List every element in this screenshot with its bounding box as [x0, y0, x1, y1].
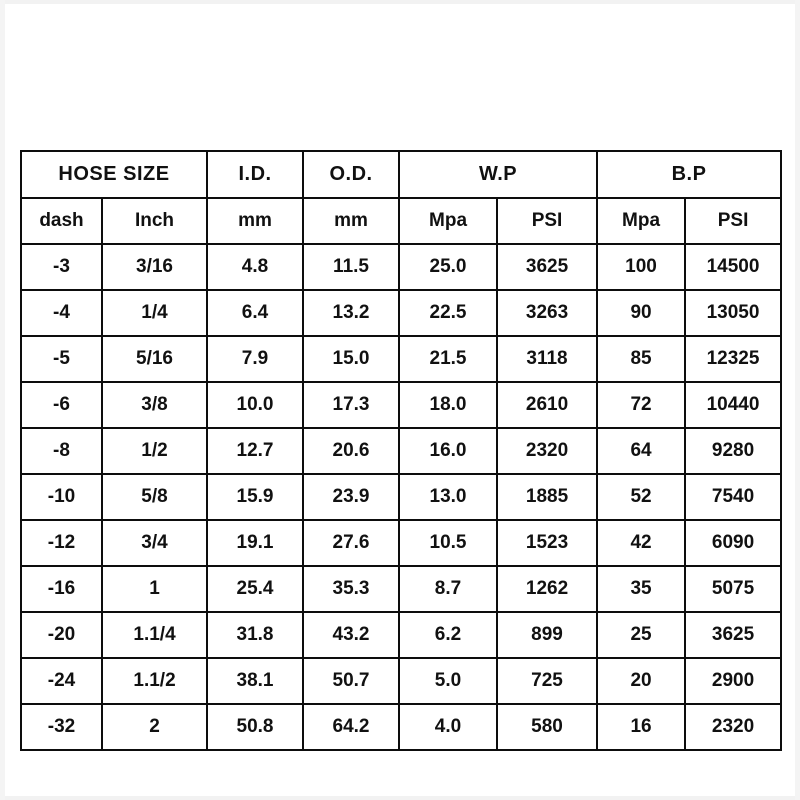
cell-id-mm: 4.8 — [207, 244, 303, 290]
cell-bp-mpa: 85 — [597, 336, 685, 382]
sub-header-wp-mpa: Mpa — [399, 198, 497, 244]
cell-wp-mpa: 6.2 — [399, 612, 497, 658]
group-header-row — [21, 151, 781, 198]
cell-bp-psi: 10440 — [685, 382, 781, 428]
cell-inch: 3/16 — [102, 244, 207, 290]
cell-od-mm: 23.9 — [303, 474, 399, 520]
cell-bp-mpa: 72 — [597, 382, 685, 428]
cell-od-mm: 35.3 — [303, 566, 399, 612]
cell-inch: 5/8 — [102, 474, 207, 520]
cell-bp-psi: 7540 — [685, 474, 781, 520]
cell-wp-psi: 3625 — [497, 244, 597, 290]
cell-wp-psi: 1523 — [497, 520, 597, 566]
spec-table-container — [20, 150, 780, 751]
cell-bp-psi: 5075 — [685, 566, 781, 612]
sub-header-inch: Inch — [102, 198, 207, 244]
cell-dash: -32 — [21, 704, 102, 750]
cell-dash: -12 — [21, 520, 102, 566]
table-row — [21, 566, 781, 612]
cell-id-mm: 15.9 — [207, 474, 303, 520]
group-header-od: O.D. — [303, 151, 399, 198]
cell-od-mm: 17.3 — [303, 382, 399, 428]
cell-wp-psi: 580 — [497, 704, 597, 750]
cell-bp-psi: 6090 — [685, 520, 781, 566]
cell-dash: -16 — [21, 566, 102, 612]
sub-header-bp-psi: PSI — [685, 198, 781, 244]
cell-wp-mpa: 8.7 — [399, 566, 497, 612]
cell-inch: 1.1/2 — [102, 658, 207, 704]
cell-bp-psi: 2900 — [685, 658, 781, 704]
cell-wp-psi: 1262 — [497, 566, 597, 612]
cell-bp-mpa: 35 — [597, 566, 685, 612]
cell-wp-mpa: 25.0 — [399, 244, 497, 290]
cell-wp-mpa: 13.0 — [399, 474, 497, 520]
cell-od-mm: 15.0 — [303, 336, 399, 382]
cell-od-mm: 13.2 — [303, 290, 399, 336]
cell-wp-mpa: 21.5 — [399, 336, 497, 382]
cell-bp-psi: 14500 — [685, 244, 781, 290]
table-row — [21, 336, 781, 382]
group-header-id: I.D. — [207, 151, 303, 198]
cell-od-mm: 64.2 — [303, 704, 399, 750]
sub-header-bp-mpa: Mpa — [597, 198, 685, 244]
cell-dash: -5 — [21, 336, 102, 382]
cell-bp-mpa: 25 — [597, 612, 685, 658]
cell-bp-mpa: 100 — [597, 244, 685, 290]
sub-header-dash: dash — [21, 198, 102, 244]
page-edge-right — [795, 0, 800, 800]
cell-bp-mpa: 90 — [597, 290, 685, 336]
cell-wp-psi: 3263 — [497, 290, 597, 336]
cell-inch: 2 — [102, 704, 207, 750]
cell-bp-psi: 3625 — [685, 612, 781, 658]
cell-bp-mpa: 16 — [597, 704, 685, 750]
group-header-wp: W.P — [399, 151, 597, 198]
page-edge-bottom — [0, 796, 800, 800]
cell-od-mm: 43.2 — [303, 612, 399, 658]
cell-inch: 5/16 — [102, 336, 207, 382]
table-row — [21, 244, 781, 290]
hose-specification-table — [20, 150, 782, 751]
table-row — [21, 382, 781, 428]
cell-id-mm: 38.1 — [207, 658, 303, 704]
cell-od-mm: 27.6 — [303, 520, 399, 566]
cell-bp-mpa: 20 — [597, 658, 685, 704]
cell-id-mm: 19.1 — [207, 520, 303, 566]
cell-inch: 3/8 — [102, 382, 207, 428]
cell-id-mm: 50.8 — [207, 704, 303, 750]
table-row — [21, 612, 781, 658]
cell-wp-psi: 899 — [497, 612, 597, 658]
cell-wp-psi: 1885 — [497, 474, 597, 520]
cell-wp-mpa: 10.5 — [399, 520, 497, 566]
table-row — [21, 290, 781, 336]
cell-wp-mpa: 16.0 — [399, 428, 497, 474]
sub-header-od-mm: mm — [303, 198, 399, 244]
cell-dash: -24 — [21, 658, 102, 704]
table-header — [21, 151, 781, 244]
cell-bp-psi: 2320 — [685, 704, 781, 750]
cell-dash: -20 — [21, 612, 102, 658]
cell-od-mm: 20.6 — [303, 428, 399, 474]
cell-bp-psi: 9280 — [685, 428, 781, 474]
cell-dash: -10 — [21, 474, 102, 520]
cell-dash: -8 — [21, 428, 102, 474]
page-edge-top — [0, 0, 800, 4]
group-header-bp: B.P — [597, 151, 781, 198]
table-row — [21, 474, 781, 520]
sub-header-wp-psi: PSI — [497, 198, 597, 244]
cell-wp-psi: 2610 — [497, 382, 597, 428]
cell-id-mm: 12.7 — [207, 428, 303, 474]
cell-wp-psi: 3118 — [497, 336, 597, 382]
page-edge-left — [0, 0, 5, 800]
cell-wp-psi: 2320 — [497, 428, 597, 474]
table-row — [21, 428, 781, 474]
cell-id-mm: 6.4 — [207, 290, 303, 336]
cell-dash: -6 — [21, 382, 102, 428]
cell-bp-psi: 13050 — [685, 290, 781, 336]
table-row — [21, 658, 781, 704]
cell-od-mm: 11.5 — [303, 244, 399, 290]
cell-wp-mpa: 18.0 — [399, 382, 497, 428]
cell-bp-mpa: 42 — [597, 520, 685, 566]
cell-bp-mpa: 52 — [597, 474, 685, 520]
cell-inch: 3/4 — [102, 520, 207, 566]
cell-inch: 1/4 — [102, 290, 207, 336]
sub-header-id-mm: mm — [207, 198, 303, 244]
table-row — [21, 520, 781, 566]
cell-id-mm: 10.0 — [207, 382, 303, 428]
cell-inch: 1/2 — [102, 428, 207, 474]
cell-dash: -3 — [21, 244, 102, 290]
cell-id-mm: 31.8 — [207, 612, 303, 658]
cell-wp-mpa: 4.0 — [399, 704, 497, 750]
cell-dash: -4 — [21, 290, 102, 336]
table-row — [21, 704, 781, 750]
cell-id-mm: 7.9 — [207, 336, 303, 382]
cell-wp-psi: 725 — [497, 658, 597, 704]
cell-inch: 1 — [102, 566, 207, 612]
table-body — [21, 244, 781, 750]
cell-od-mm: 50.7 — [303, 658, 399, 704]
cell-bp-mpa: 64 — [597, 428, 685, 474]
sub-header-row — [21, 198, 781, 244]
cell-id-mm: 25.4 — [207, 566, 303, 612]
group-header-hose-size: HOSE SIZE — [21, 151, 207, 198]
cell-wp-mpa: 5.0 — [399, 658, 497, 704]
cell-wp-mpa: 22.5 — [399, 290, 497, 336]
cell-inch: 1.1/4 — [102, 612, 207, 658]
cell-bp-psi: 12325 — [685, 336, 781, 382]
